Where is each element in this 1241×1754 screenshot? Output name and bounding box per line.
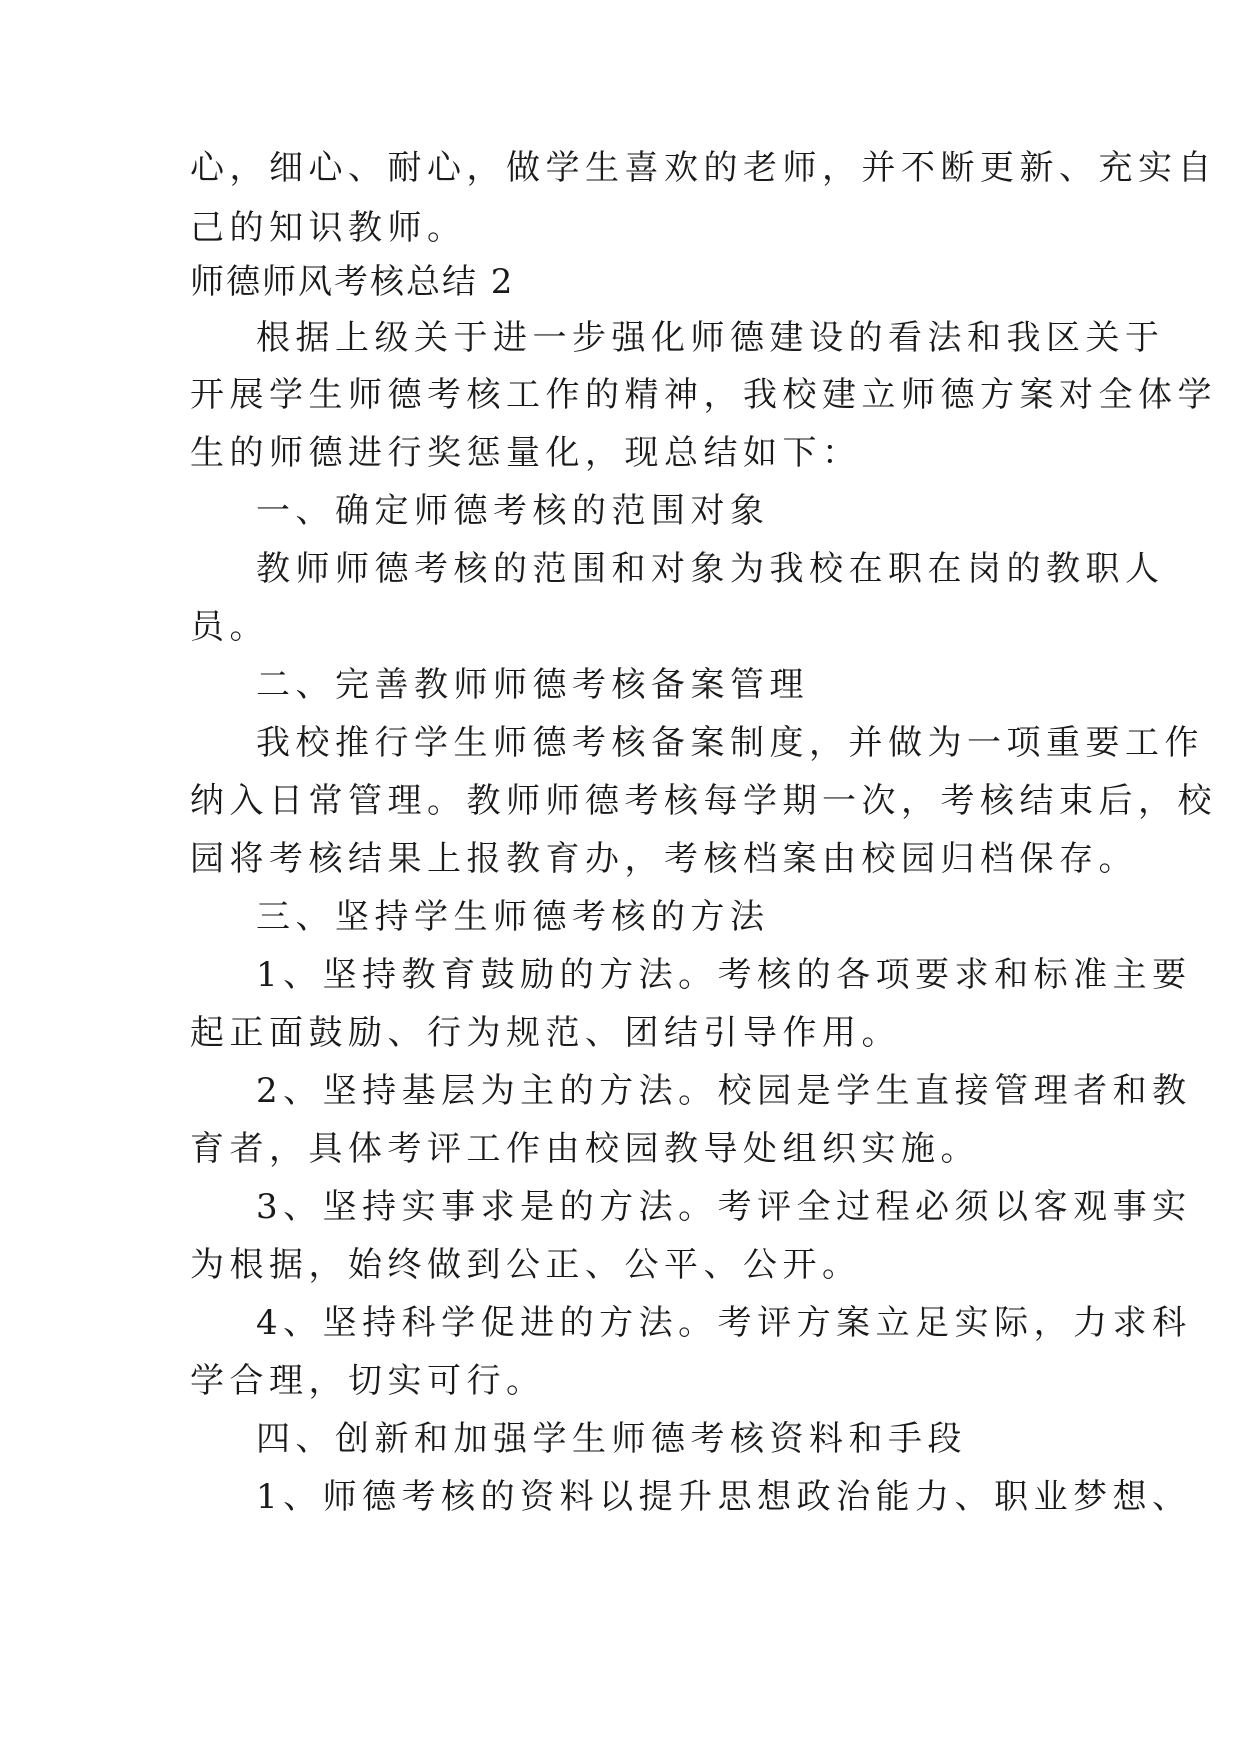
text-line: 园将考核结果上报教育办，考核档案由校园归档保存。: [190, 839, 1138, 879]
text-line: 为根据，始终做到公正、公平、公开。: [190, 1245, 862, 1285]
paragraph-first-line: 根据上级关于进一步强化师德建设的看法和我区关于: [256, 318, 1165, 358]
paragraph-first-line: 1、师德考核的资料以提升思想政治能力、职业梦想、: [256, 1477, 1192, 1517]
paragraph-first-line: 我校推行学生师德考核备案制度，并做为一项重要工作: [256, 723, 1204, 763]
text-line: 学合理，切实可行。: [190, 1361, 546, 1401]
section-heading: 师德师风考核总结 2: [190, 262, 515, 302]
subheading-three: 三、坚持学生师德考核的方法: [256, 897, 770, 937]
paragraph-first-line: 教师师德考核的范围和对象为我校在职在岗的教职人: [256, 549, 1165, 589]
subheading-one: 一、确定师德考核的范围对象: [256, 491, 770, 531]
paragraph-first-line: 4、坚持科学促进的方法。考评方案立足实际，力求科: [256, 1303, 1192, 1343]
text-line: 纳入日常管理。教师师德考核每学期一次，考核结束后，校: [190, 781, 1217, 821]
text-line: 开展学生师德考核工作的精神，我校建立师德方案对全体学: [190, 375, 1217, 415]
paragraph-first-line: 3、坚持实事求是的方法。考评全过程必须以客观事实: [256, 1187, 1192, 1227]
text-line: 生的师德进行奖惩量化，现总结如下：: [190, 433, 862, 473]
subheading-four: 四、创新和加强学生师德考核资料和手段: [256, 1419, 967, 1459]
paragraph-first-line: 2、坚持基层为主的方法。校园是学生直接管理者和教: [256, 1071, 1192, 1111]
text-line: 己的知识教师。: [190, 208, 467, 248]
subheading-two: 二、完善教师师德考核备案管理: [256, 665, 809, 705]
text-line: 起正面鼓励、行为规范、团结引导作用。: [190, 1013, 901, 1053]
paragraph-first-line: 1、坚持教育鼓励的方法。考核的各项要求和标准主要: [256, 955, 1192, 995]
text-line: 育者，具体考评工作由校园教导处组织实施。: [190, 1129, 980, 1169]
text-line: 心，细心、耐心，做学生喜欢的老师，并不断更新、充实自: [190, 148, 1217, 188]
text-line: 员。: [190, 607, 269, 647]
